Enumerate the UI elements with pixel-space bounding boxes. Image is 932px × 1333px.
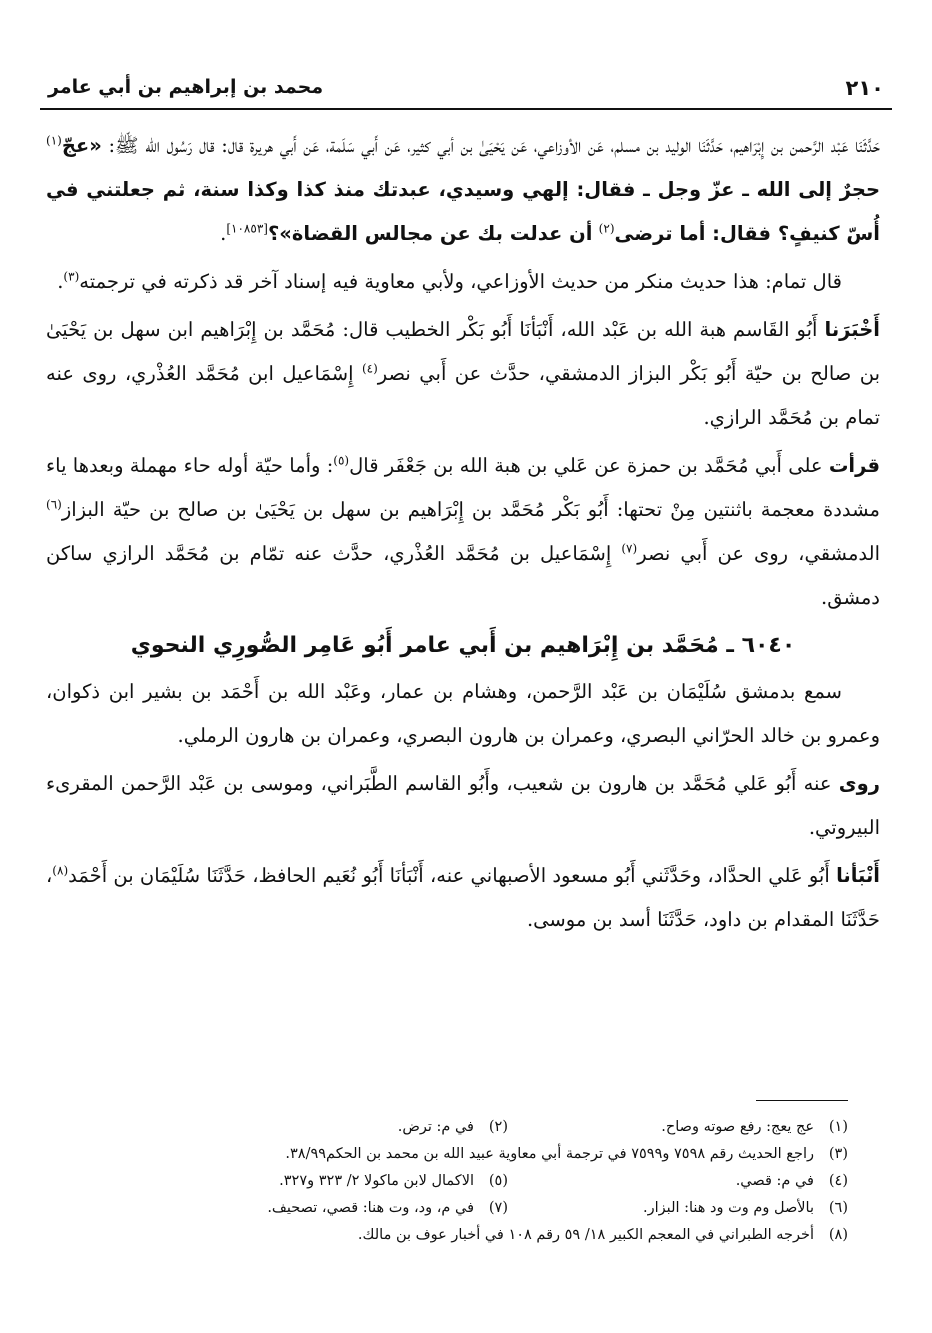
entry-heading: ٦٠٤٠ ـ مُحَمَّد بن إِبْرَاهيم بن أَبي عامر أَبُو عَامِر الصُّورِي النحوي — [130, 633, 796, 658]
footnote-8: (٨)أخرجه الطبراني في المعجم الكبير ١٨/ ٥٩ رقم ١٠٨ في أخبار عوف بن مالك. — [357, 1227, 848, 1243]
footnote-2: (٢)في م: ترض. — [397, 1119, 508, 1135]
footnote-row — [60, 1222, 848, 1249]
footnote-row — [60, 1141, 848, 1168]
footnote-6: (٦)بالأصل وم وت ود هنا: البزار. — [643, 1200, 848, 1216]
footnote-row — [60, 1168, 848, 1195]
footnotes — [60, 1114, 848, 1249]
paragraph-lead-word: أَنْبَأنا — [836, 864, 880, 887]
footnote-ref-2: (٢) — [598, 221, 615, 236]
footnote-row — [60, 1114, 848, 1141]
paragraph-lead-word: روى — [838, 772, 880, 795]
footnote-3: (٣)راجع الحديث رقم ٧٥٩٨ و٧٥٩٩ في ترجمة أبي معاوية عبيد الله بن محمد بن الحكم٣٨/٩٩. — [285, 1146, 848, 1162]
footnote-ref-4: (٤) — [361, 361, 378, 376]
footnote-separator — [756, 1100, 848, 1101]
hadith-number: [١٠٨٥٣] — [226, 221, 268, 236]
footnote-row — [60, 1195, 848, 1222]
running-title: محمد بن إبراهيم بن أبي عامر — [48, 76, 324, 98]
footnote-ref-1: (١) — [46, 133, 62, 148]
paragraph-hadith: حَدَّثَنَا عَبْد الرَّحمن بن إِبْرَاهيم، حَدَّثَنَا الوليد بن مسلم، عَن الأوزاعي، عَن يَحْيَىٰ بن أبي كثير، عَن أَبي سَلَمة، عَن أَبي هريرة قال: قال رَسُول الله ﷺ: «عجّ$^{(١)}$ حجرٌ إلى الله ـ عزّ وجل ـ فقال: إلهي وسيدي، عبدتك منذ كذا وكذا سنة، ثم جعلتني في أُسّ كنيفٍ؟ فقال: أما ترضى$^{(٢)}$ أن عدلت بك عن مجالس القضاة»؟[١٠٨٥٣]. — [46, 133, 881, 245]
page-header — [40, 68, 892, 110]
footnote-7: (٧)في م، ود، وت هنا: قصي، تصحيف. — [267, 1200, 508, 1216]
footnote-ref-6: (٦) — [46, 497, 62, 512]
paragraph-lead-word: قرأت — [828, 454, 880, 477]
footnote-ref-8: (٨) — [52, 863, 69, 878]
paragraph-sami: سمع بدمشق سُلَيْمَان بن عَبْد الرَّحمن، وهشام بن عمار، وعَبْد الله بن أَحْمَد بن بشير ابن ذكوان، وعمرو بن خالد الحرّاني البصري، وعمران بن هارون البصري، وعمران بن هارون الرملي. — [46, 680, 880, 747]
page-number: ٢١٠ — [845, 76, 884, 100]
paragraph-qara-tu: قرأت على أَبي مُحَمَّد بن حمزة عن عَلي بن هبة الله بن جَعْفَر قال$^{(٥)}$: وأما حيّة أوله حاء مهملة وبعدها ياء مشددة معجمة باثنتين مِنْ تحتها: أَبُو بَكْر مُحَمَّد بن إِبْرَاهيم بن سهل بن يَحْيَىٰ بن صالح بن حيّة البزاز$^{(٦)}$ الدمشقي، روى عن أَبي نصر$^{(٧)}$ إِسْمَاعيل بن مُحَمَّد العُذْري، حدَّث عنه تمّام بن مُحَمَّد الرازي ساكن دمشق. — [46, 453, 880, 609]
footnote-1: (١)عج يعج: رفع صوته وصاح. — [661, 1119, 848, 1135]
paragraph-rawa: روى عنه أَبُو عَلي مُحَمَّد بن هارون بن شعيب، وأَبُو القاسم الطَّبَراني، وموسى بن عَبْد الرَّحمن المقرىء البيروتي. — [46, 772, 880, 839]
paragraph-akhbarana: أَخْبَرَنا أَبُو القَاسم هبة الله بن عَبْد الله، أَنْبَأنَا أَبُو بَكْر الخطيب قال: مُحَمَّد بن إِبْرَاهيم ابن سهل بن يَحْيَىٰ بن صالح بن حيّة أَبُو بَكْر البزاز الدمشقي، حدَّث عن أَبي نصر$^{(٤)}$ إِسْمَاعيل ابن مُحَمَّد العُذْري، روى عنه تمام بن مُحَمَّد الرازي. — [46, 318, 880, 429]
footnote-ref-5: (٥) — [333, 453, 350, 468]
footnote-ref-7: (٧) — [621, 541, 638, 556]
footnote-ref-3: (٣) — [63, 269, 80, 284]
footnote-5: (٥)الاكمال لابن ماكولا ٢/ ٣٢٣ و٣٢٧. — [279, 1173, 508, 1189]
footnote-4: (٤)في م: قصي. — [735, 1173, 848, 1189]
paragraph-lead-word: أَخْبَرَنا — [824, 318, 880, 341]
paragraph-tammam: قال تمام: هذا حديث منكر من حديث الأوزاعي، ولأبي معاوية فيه إسناد آخر قد ذكرته في ترجمته$^{(٣)}$. — [57, 269, 842, 293]
paragraph-anba-ana: أَنْبَأنا أَبُو عَلي الحدَّاد، وحَدَّثَني أَبُو مسعود الأصبهاني عنه، أَنْبَأنَا أَبُو نُعَيم الحافظ، حَدَّثَنَا سُلَيْمَان بن أَحْمَد$^{(٨)}$، حَدَّثَنَا المقدام بن داود، حَدَّثَنَا أسد بن موسى. — [46, 863, 880, 931]
main-text — [46, 124, 880, 946]
